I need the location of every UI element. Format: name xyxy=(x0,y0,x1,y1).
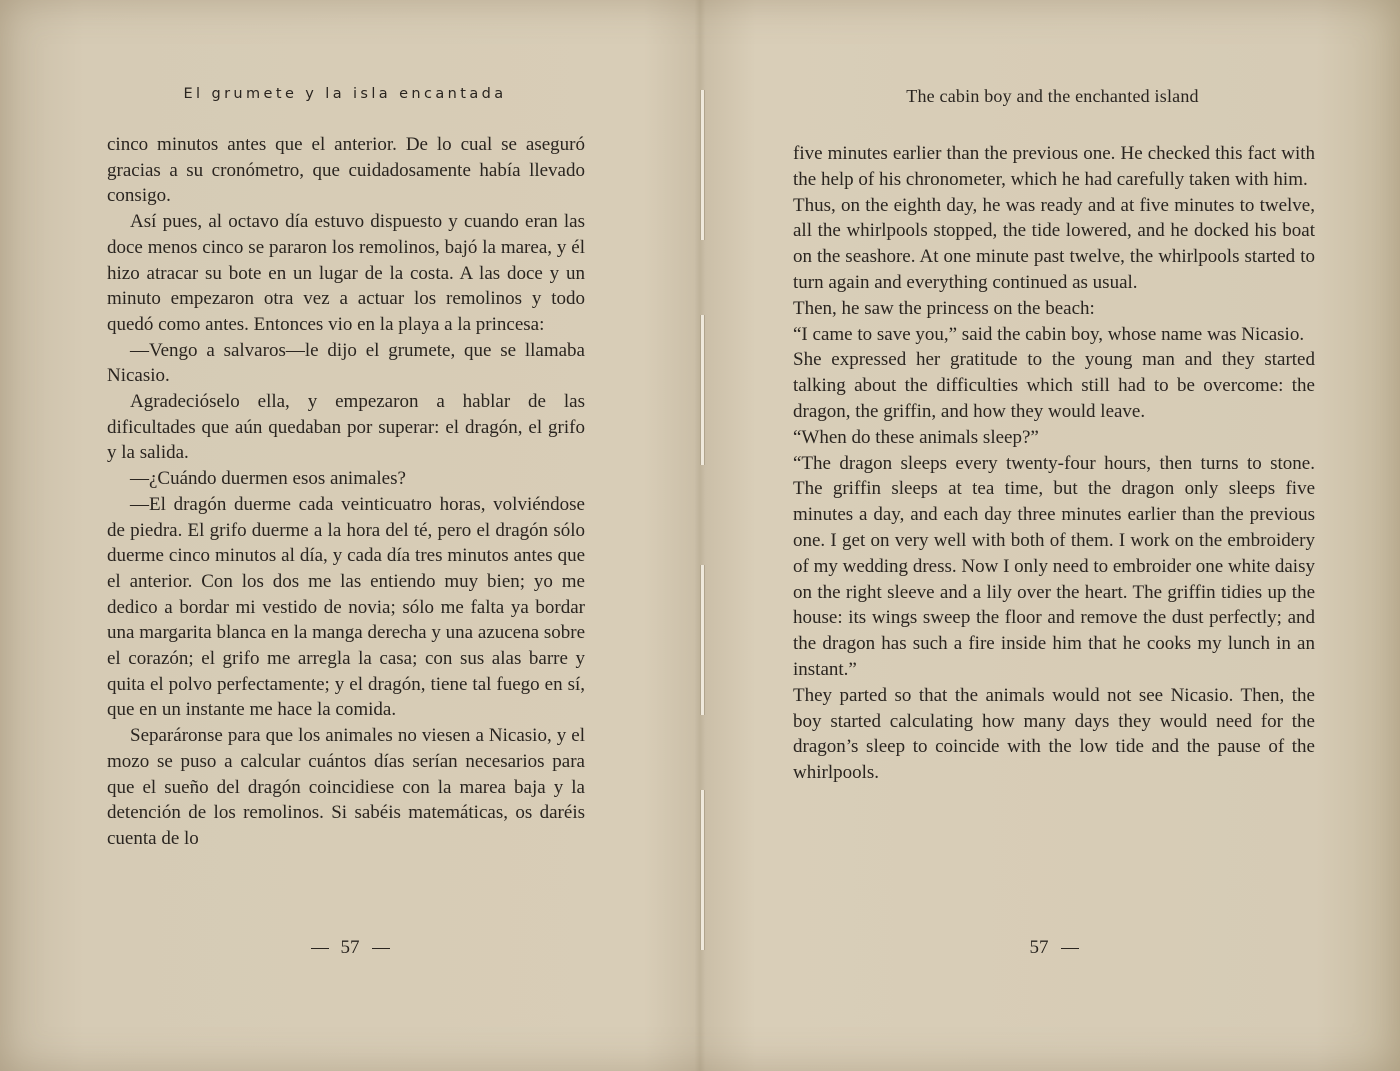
running-head: The cabin boy and the enchanted island xyxy=(906,86,1199,106)
paragraph: Separáronse para que los animales no viesen a Nicasio, y el mozo se puso a calcular cuántos días serían necesarios para que el sueño del dragón coincidiese con la marea baja y la detención de los remolinos. Si sabéis matemáticas, os daréis cuenta de lo xyxy=(107,725,585,849)
paragraph: Agradecióselo ella, y empezaron a hablar de las dificultades que aún quedaban por superar: el dragón, el grifo y la salida. xyxy=(107,391,585,464)
dash-ornament xyxy=(1061,948,1079,949)
right-page-english xyxy=(700,0,1400,1071)
paragraph: “I came to save you,” said the cabin boy, whose name was Nicasio. xyxy=(793,323,1305,345)
paragraph: They parted so that the animals would not see Nicasio. Then, the boy started calculating how many days they would need for the dragon’s sleep to coincide with the low tide and the pause of the whirlpools. xyxy=(793,684,1315,784)
paragraph: cinco minutos antes que el anterior. De lo cual se aseguró gracias a su cronómetro, que cuidadosamente había llevado consigo. xyxy=(107,134,585,207)
paragraph: Thus, on the eighth day, he was ready and at five minutes to twelve, all the whirlpools stopped, the tide lowered, and he docked his boat on the seashore. At one minute past twelve, the whirlpools started to turn again and everything continued as usual. xyxy=(793,194,1315,293)
paragraph: —Vengo a salvaros—le dijo el grumete, que se llamaba Nicasio. xyxy=(107,339,585,387)
page-number-value: 57 xyxy=(340,937,360,958)
body-text xyxy=(793,141,1315,786)
page-number xyxy=(1020,937,1100,959)
body-text xyxy=(107,132,585,852)
paragraph: She expressed her gratitude to the young man and they started talking about the difficulties which still had to be overcome: the dragon, the griffin, and how they would leave. xyxy=(793,349,1315,422)
paragraph: five minutes earlier than the previous one. He checked this fact with the help of his chronometer, which he had carefully taken with him. xyxy=(793,143,1315,190)
paragraph: —¿Cuándo duermen esos animales? xyxy=(130,468,406,490)
page-number xyxy=(290,937,410,959)
dash-ornament xyxy=(372,948,390,949)
paragraph: Then, he saw the princess on the beach: xyxy=(793,297,1095,319)
paragraph: —El dragón duerme cada veinticuatro horas, volviéndose de piedra. El grifo duerme a la hora del té, pero el dragón sólo duerme cinco minutos al día, y cada día tres minutos antes que el anterior. Con los dos me las entiendo muy bien; yo me dedico a bordar mi vestido de novia; sólo me falta ya bordar una margarita blanca en la manga derecha y una azucena sobre el corazón; el grifo me arregla la casa; con sus alas barre y quita el polvo perfectamente; y el dragón, tiene tal fuego en sí, que en un instante me hace la comida. xyxy=(107,493,585,721)
paragraph: Así pues, al octavo día estuvo dispuesto y cuando eran las doce menos cinco se pararon los remolinos, bajó la marea, y él hizo atracar su bote en un lugar de la costa. A las doce y un minuto empezaron otra vez a actuar los remolinos y todo quedó como antes. Entonces vio en la playa a la princesa: xyxy=(107,211,585,335)
paragraph: “When do these animals sleep?” xyxy=(793,426,1039,448)
page-number-value: 57 xyxy=(1029,937,1049,958)
paragraph: “The dragon sleeps every twenty-four hours, then turns to stone. The griffin sleeps at tea time, but the dragon only sleeps five minutes a day, and each day three minutes earlier than the previous one. I get on very well with both of them. I work on the embroidery of my wedding dress. Now I only need to embroider one white daisy on the right sleeve and a lily over the heart. The griffin tidies up the house: its wings sweep the floor and remove the dust perfectly; and the dragon has such a fire inside him that he cooks my lunch in an instant.” xyxy=(793,452,1315,680)
running-head: El grumete y la isla encantada xyxy=(183,86,507,102)
dash-ornament xyxy=(311,948,329,949)
